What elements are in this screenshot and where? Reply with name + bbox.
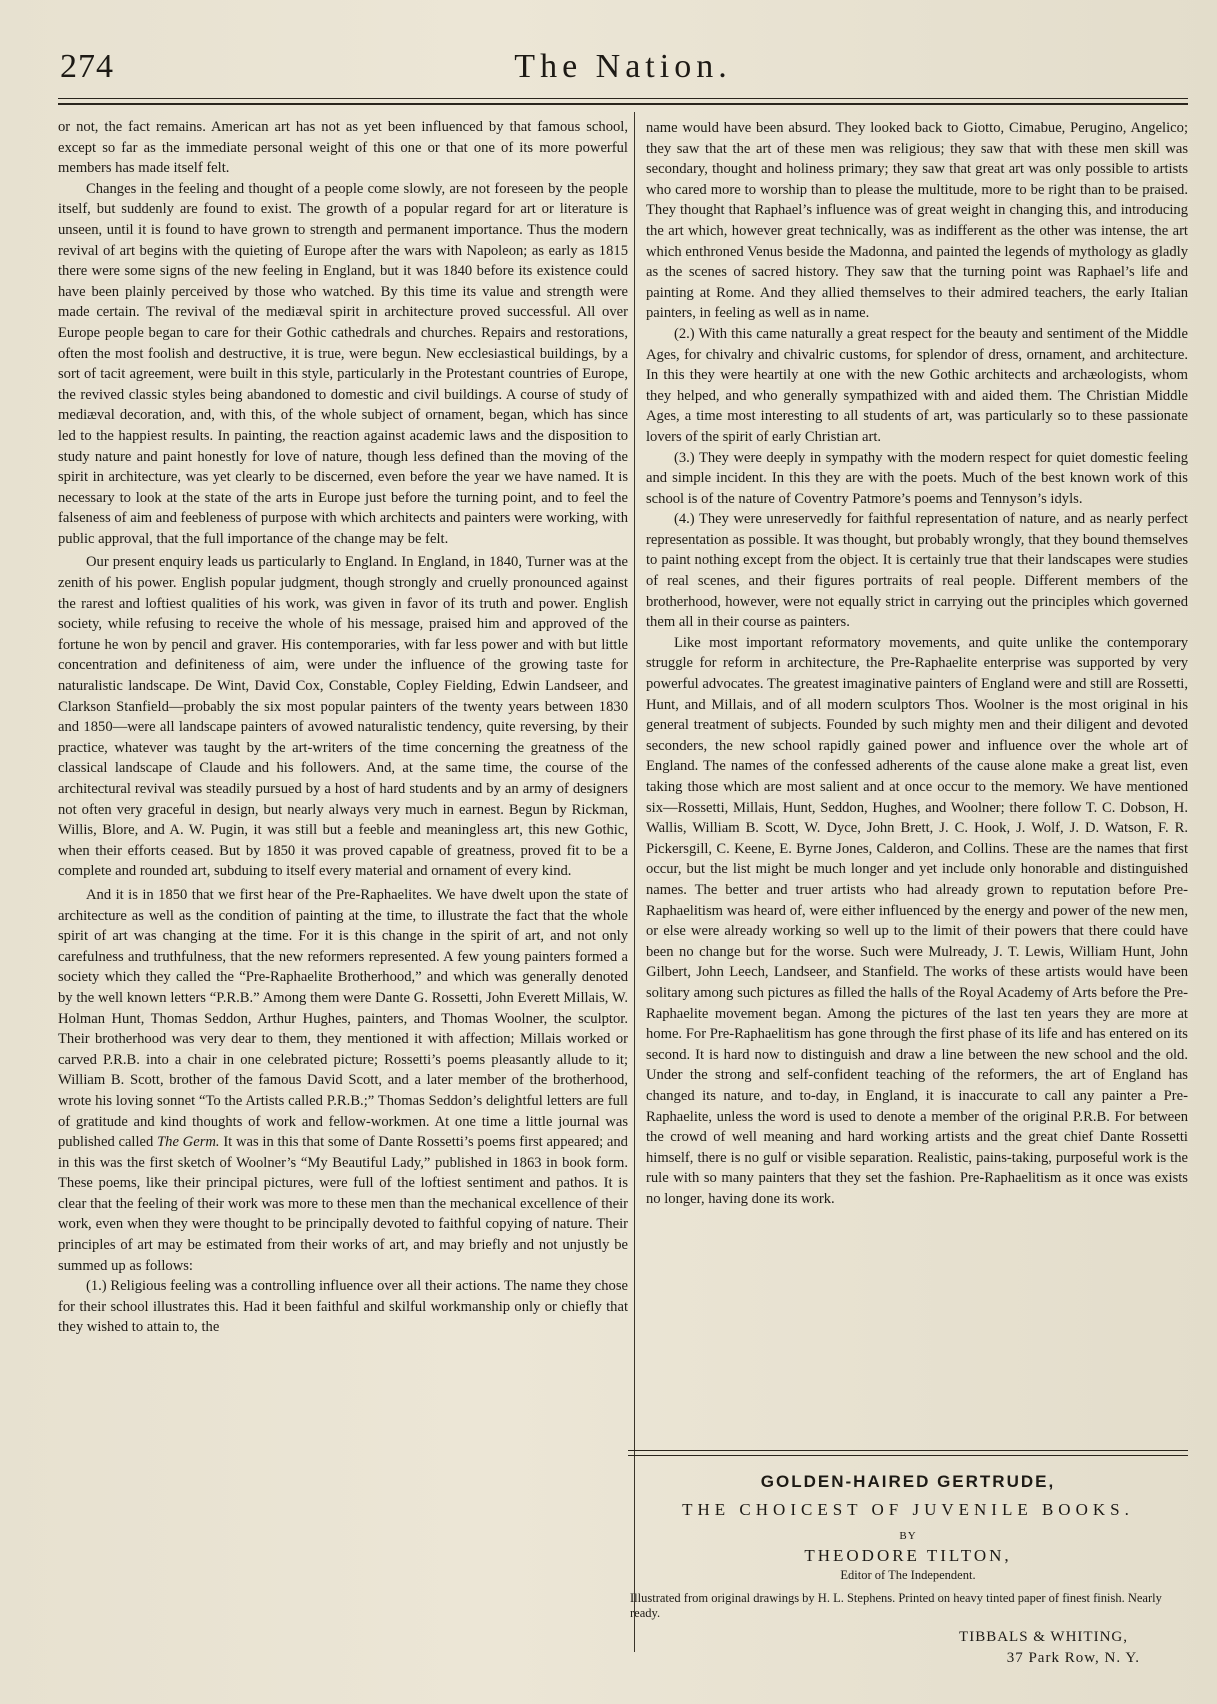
article-paragraph: (2.) With this came naturally a great respect for the beauty and sentiment of the Middle Ages, for chivalry and chivalric customs, for splendor of dress, ornament, and architecture. In this they were heartily at one with the new Gothic architects and archæologists, whom they helped, and who generally sympathized with and aided them. The Christian Middle Ages, a time most interesting to all students of art, was particularly so to these passionate lovers of the spirit of early Christian art. bbox=[646, 325, 1188, 445]
right-column bbox=[646, 118, 1188, 1209]
article-paragraph: name would have been absurd. They looked back to Giotto, Cimabue, Perugino, Angelico; they saw that the art of these men was religious; they saw that with these men skill was secondary, thought and holiness primary; they saw that great art was only possible to artists who cared more to worship than to please the multitude, more to be right than to be praised. They thought that Raphael’s influence was of great weight in changing this, and introducing the art which, however great technically, was as indifferent as the other was intense, the art which enthroned Venus beside the Madonna, and painted the legends of mythology as gladly as the scenes of sacred history. They saw that the turning point was Raphael’s life and painting at Rome. And they allied themselves to their admired teachers, the early Italian painters, in feeling as well as in name. bbox=[646, 120, 1188, 322]
page-header bbox=[58, 48, 1188, 98]
article-paragraph: Our present enquiry leads us particularly to England. In England, in 1840, Turner was at the zenith of his power. English popular judgment, though strongly and cruelly pronounced against the rarest and loftiest qualities of his work, was given in favor of its truth and power. English society, while refusing to receive the whole of his message, praised him and approved of the fortune he won by pencil and graver. His contemporaries, with far less power and with but little concentration and definiteness of aim, were under the influence of the growing taste for naturalistic landscape. De Wint, David Cox, Constable, Copley Fielding, Edwin Landseer, and Clarkson Stanfield—probably the six most popular painters of the twenty years between 1830 and 1850—were all landscape painters of avowed naturalistic tendency, quite reversing, by their practice, whatever was taught by the art-writers of the time concerning the greatness of the classical landscape of Claude and his followers. And, at the same time, the course of the architectural revival was steadily pursued by a host of hard students and by an army of designers not often very graceful in design, but nearly always very much in earnest. Begun by Rickman, Willis, Blore, and A. W. Pugin, it was still but a feeble and meaningless art, this new Gothic, when their efforts ceased. But by 1850 it was proved capable of greatness, proved fit to be a complete and rounded art, subduing to itself every material and ornament of every kind. bbox=[58, 554, 628, 880]
paragraph-text: It was in this that some of Dante Rossetti’s poems first appeared; and in this was the first sketch of Woolner’s “My Beautiful Lady,” published in 1863 in book form. These poems, like their principal pictures, were full of the loftiest sentiment and pathos. It is clear that the feeling of their work was more to these men than the mechanical excellence of their work, even when they were thought to be principally devoted to faithful copying of nature. Their principles of art may be estimated from their works of art, and may briefly and not unjustly be summed up as follows: bbox=[58, 1134, 628, 1274]
left-column bbox=[58, 117, 628, 1338]
ad-subtitle: THE CHOICEST OF JUVENILE BOOKS. bbox=[682, 1500, 1134, 1519]
ad-address: 37 Park Row, N. Y. bbox=[1006, 1650, 1140, 1666]
ad-rule bbox=[628, 1450, 1188, 1451]
article-paragraph: Like most important reformatory movements, and quite unlike the contemporary struggle for reform in architecture, the Pre-Raphaelite enterprise was supported by very powerful advocates. The greatest imaginative painters of England were and still are Rossetti, Hunt, and Millais, and of all modern sculptors Thos. Woolner is the most original in his general treatment of subjects. Founded by such mighty men and their diligent and devoted seconders, the new school rapidly gained power and influence over the whole art of England. The names of the confessed adherents of the cause alone make a great list, even taking those which are most salient and at once occur to the memory. We have mentioned six—Rossetti, Millais, Hunt, Seddon, Hughes, and Woolner; there follow T. C. Dobson, H. Wallis, William B. Scott, W. Dyce, John Brett, J. C. Hook, J. Wolf, J. D. Watson, F. R. Pickersgill, C. Keene, E. Byrne Jones, Calderon, and Collins. These are the names that first occur, but the list might be much longer and yet include only honorable and distinguished names. The better and truer artists who had already grown to reputation before Pre-Raphaelitism was heard of, were either influenced by the energy and power of the new men, or else were already working so well up to the limit of their powers that there could have been no change but for the worse. Such were Mulready, J. T. Lewis, William Hunt, John Gilbert, John Leech, Landseer, and Stanfield. The works of these artists would have been solitary among such pictures as filled the halls of the Royal Academy of Arts before the Pre-Raphaelite movement began. Among the pictures of the last ten years they are more at home. For Pre-Raphaelitism has gone through the first phase of its life and has entered on its second. It is hard now to distinguish and draw a line between the new school and the old. Under the strong and self-confident teaching of the reformers, the art of England has changed its nature, and to-day, in England, it is inaccurate to call any painter a Pre-Raphaelite, unless the word is used to denote a member of the original P.R.B. For between the crowd of well meaning and hard working artists and the great chief Dante Rossetti himself, there is no gulf or visible separation. Realistic, pains-taking, purposeful work is the rule with so many painters that they set the fashion. Pre-Raphaelitism as it once was exists no longer, having done its work. bbox=[646, 634, 1188, 1207]
article-paragraph: (4.) They were unreservedly for faithful representation of nature, and as nearly perfect representation as possible. It was thought, but probably wrongly, that they bound themselves to paint nothing except from the object. It is certainly true that their landscapes were studies of real scenes, and their figures portraits of real people. Different members of the brotherhood, however, were not equally strict in carrying out the principles which governed them all in their course as painters. bbox=[646, 511, 1188, 631]
article-paragraph: (1.) Religious feeling was a controlling influence over all their actions. The name they chose for their school illustrates this. Had it been faithful and skilful workmanship only or chiefly that they wished to attain to, the bbox=[58, 1278, 628, 1336]
ad-by: BY bbox=[899, 1530, 917, 1542]
article-paragraph bbox=[58, 885, 628, 1276]
paragraph-text: And it is in 1850 that we first hear of the Pre-Raphaelites. We have dwelt upon the state of architecture as well as the condition of painting at the time, to illustrate the fact that the whole spirit of art was changing at the time. For it is this change in the spirit of art, and not only carefulness and truthfulness, that the new reformers represented. A few young painters formed a society which they called the “Pre-Raphaelite Brotherhood,” and which was generally denoted by the well known letters “P.R.B.” Among them were Dante G. Rossetti, John Everett Millais, W. Holman Hunt, Thomas Seddon, Arthur Hughes, painters, and Thomas Woolner, the sculptor. Their brotherhood was very dear to them, they mentioned it with affection; Millais worked or carved P.R.B. into a chair in one celebrated picture; Rossetti’s poems pleasantly allude to it; William B. Scott, brother of the famous David Scott, and a later member of the brotherhood, wrote his loving sonnet “To the Artists called P.R.B.;” Thomas Seddon’s delightful letters are full of gratitude and kind thoughts of work and fellow-workmen. At one time a little journal was published called bbox=[58, 886, 628, 1151]
ad-author-role: Editor of The Independent. bbox=[840, 1568, 976, 1582]
ad-description: Illustrated from original drawings by H. L. Stephens. Printed on heavy tinted paper of finest finish. Nearly ready. bbox=[630, 1591, 1162, 1620]
header-rule bbox=[58, 98, 1188, 99]
ad-publisher: TIBBALS & WHITING, bbox=[959, 1629, 1128, 1645]
journal-title: The Germ. bbox=[157, 1134, 220, 1151]
page-number: 274 bbox=[60, 48, 114, 85]
ad-rule bbox=[628, 1455, 1188, 1456]
header-rule-thick bbox=[58, 103, 1188, 105]
article-paragraph: or not, the fact remains. American art has not as yet been influenced by that famous school, except so far as the immediate personal weight of this one or that one of its more powerful members has made itself felt. bbox=[58, 119, 628, 177]
book-advertisement bbox=[628, 1466, 1188, 1667]
ad-title: GOLDEN-HAIRED GERTRUDE, bbox=[760, 1472, 1056, 1491]
column-divider bbox=[634, 112, 635, 1652]
article-paragraph: Changes in the feeling and thought of a people come slowly, are not foreseen by the people itself, but suddenly are found to exist. The growth of a popular regard for art or literature is unseen, until it is found to have grown to strength and permanent importance. Thus the modern revival of art begins with the quieting of Europe after the wars with Napoleon; as early as 1815 there were some signs of the new feeling in England, but it was 1840 before its existence could have been plainly perceived by those who watched. By this time its value and strength were made certain. The revival of the mediæval spirit in architecture proved successful. All over Europe people began to care for their Gothic cathedrals and churches. Repairs and restorations, often the most foolish and destructive, it is true, were begun. New ecclesiastical buildings, by a sort of tacit agreement, were built in this style, particularly in the Protestant countries of Europe, the revived classic styles being abandoned to domestic and civil buildings. A course of study of mediæval decoration, and, with this, of the whole subject of ornament, began, which has since led to the happiest results. In painting, the reaction against academic laws and the disposition to study nature and paint honestly for love of nature, though less defined than the moving of the spirit in architecture, was yet clearly to be discerned, even before the year we have named. It is necessary to look at the state of the arts in Europe just before the turning point, and to feel the falseness of aim and feebleness of purpose with which architects and painters were working, with public approval, that the full importance of the change may be felt. bbox=[58, 180, 628, 547]
ad-author: THEODORE TILTON, bbox=[804, 1546, 1012, 1565]
masthead-title: The Nation. bbox=[514, 48, 732, 85]
article-paragraph: (3.) They were deeply in sympathy with the modern respect for quiet domestic feeling and simple incident. In this they are with the poets. Much of the best known work of this school is of the nature of Coventry Patmore’s poems and Tennyson’s idyls. bbox=[646, 449, 1188, 507]
